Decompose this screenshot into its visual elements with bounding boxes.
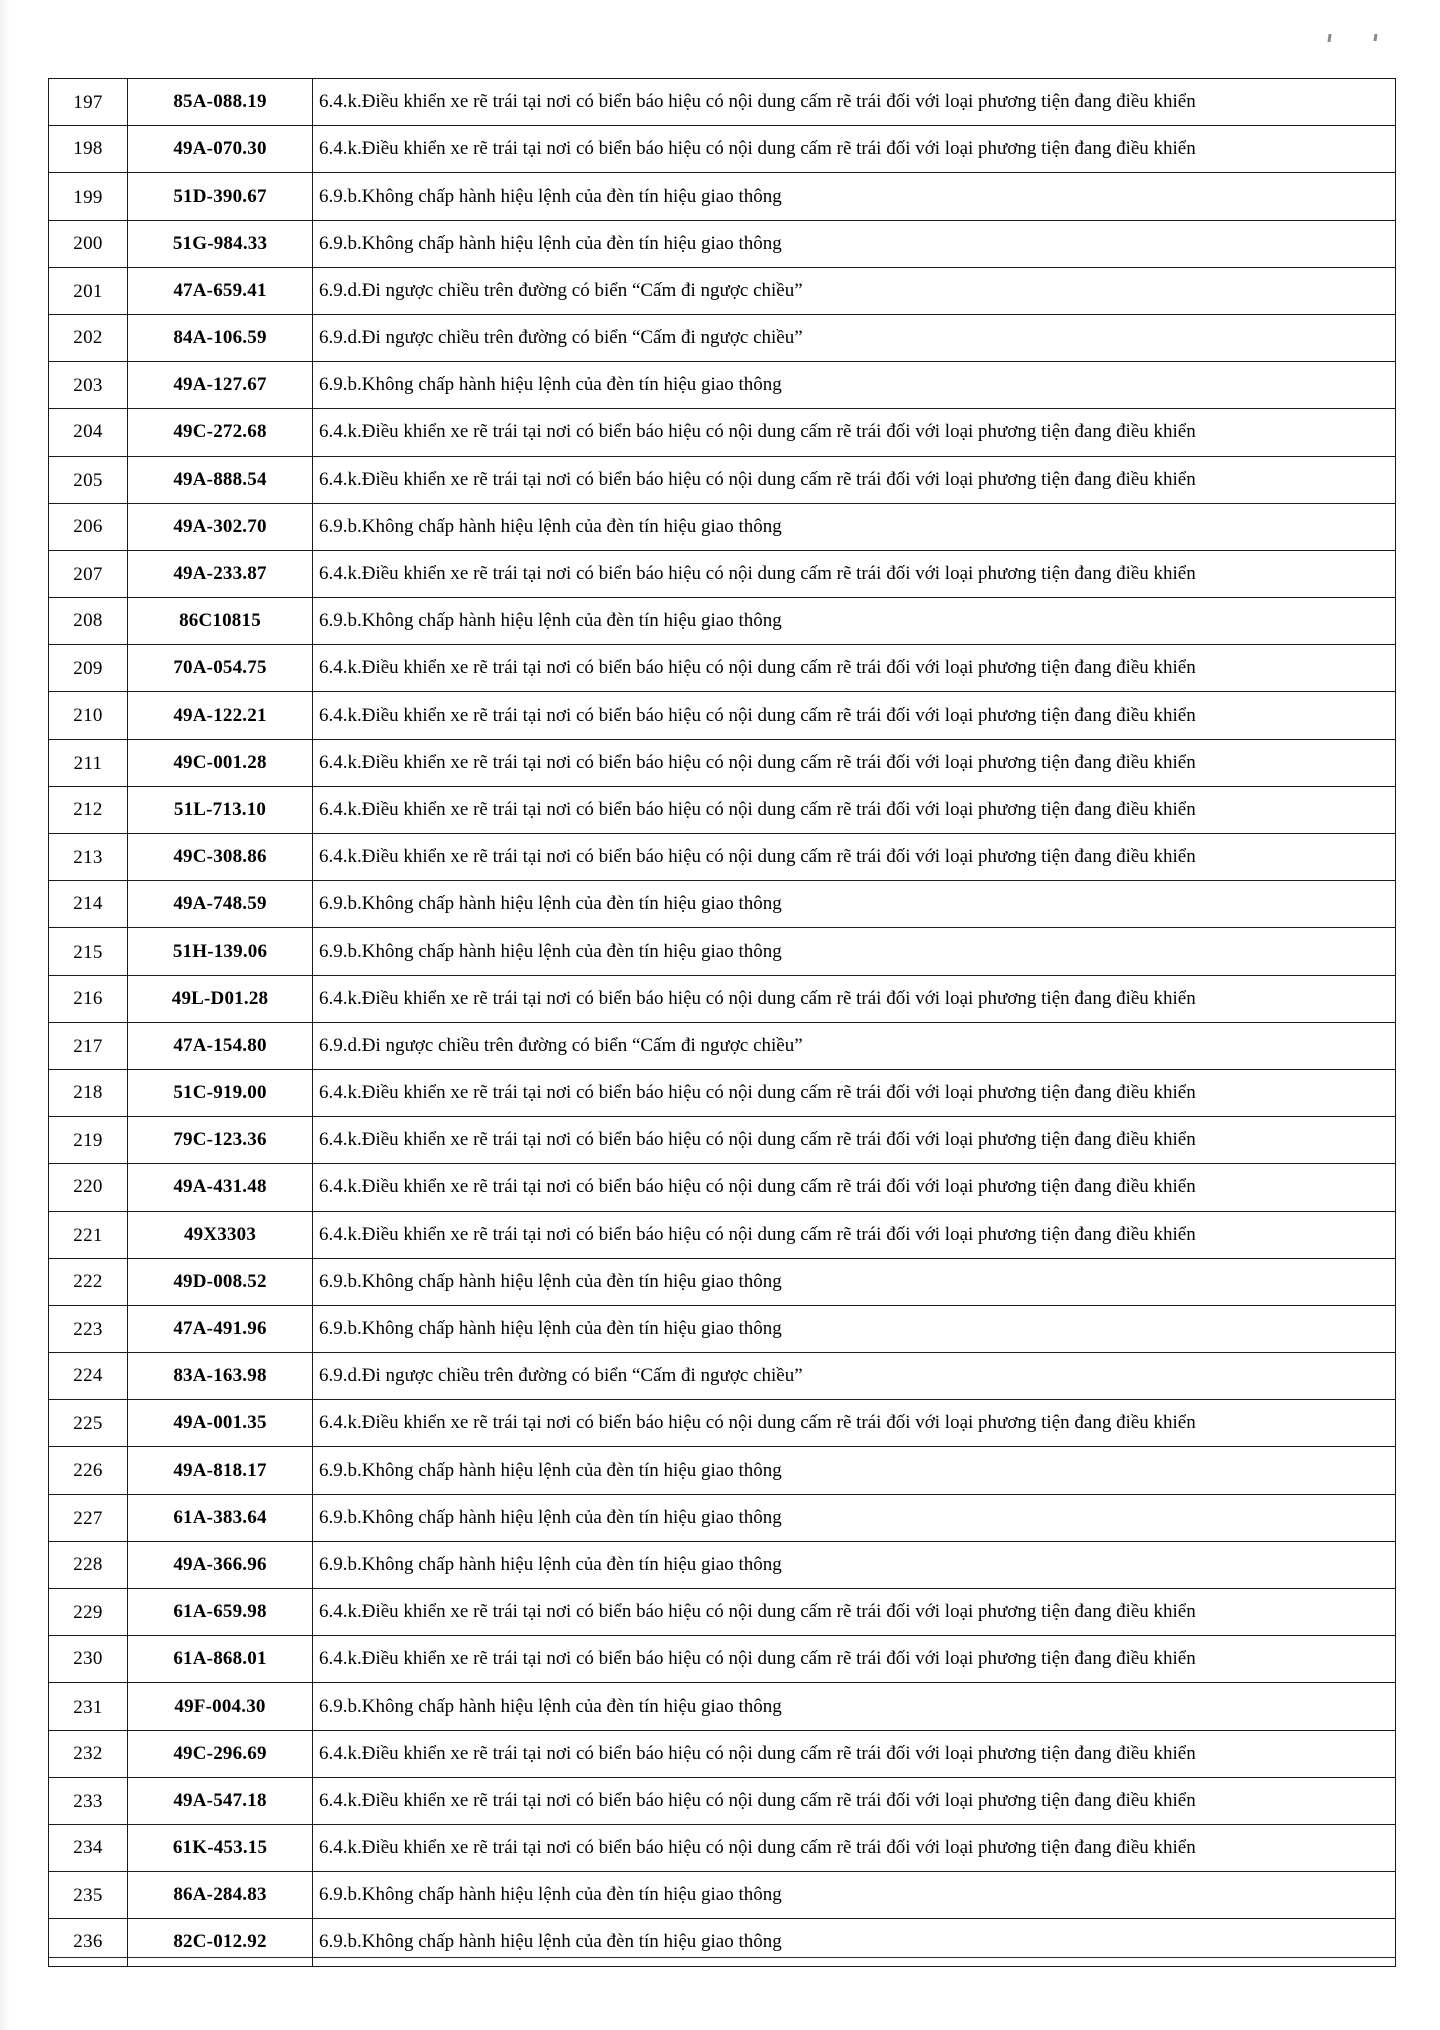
table-row bbox=[49, 928, 1396, 975]
license-plate-cell: 61K-453.15 bbox=[128, 1824, 313, 1871]
violation-description-cell: 6.4.k.Điều khiển xe rẽ trái tại nơi có biển báo hiệu có nội dung cấm rẽ trái đối với loại phương tiện đang điều khiển bbox=[313, 126, 1396, 173]
violation-table-container bbox=[48, 78, 1396, 1967]
license-plate-cell: 49F-004.30 bbox=[128, 1683, 313, 1730]
violation-description-cell: 6.4.k.Điều khiển xe rẽ trái tại nơi có biển báo hiệu có nội dung cấm rẽ trái đối với loại phương tiện đang điều khiển bbox=[313, 1400, 1396, 1447]
row-index-cell: 218 bbox=[49, 1069, 128, 1116]
row-index-cell: 201 bbox=[49, 268, 128, 315]
table-row bbox=[49, 314, 1396, 361]
table-row bbox=[49, 1824, 1396, 1871]
license-plate-cell: 61A-868.01 bbox=[128, 1636, 313, 1683]
license-plate-cell: 85A-088.19 bbox=[128, 79, 313, 126]
violation-description-cell: 6.4.k.Điều khiển xe rẽ trái tại nơi có biển báo hiệu có nội dung cấm rẽ trái đối với loại phương tiện đang điều khiển bbox=[313, 739, 1396, 786]
license-plate-cell: 49A-302.70 bbox=[128, 503, 313, 550]
violation-description-cell: 6.9.b.Không chấp hành hiệu lệnh của đèn tín hiệu giao thông bbox=[313, 173, 1396, 220]
license-plate-cell: 86A-284.83 bbox=[128, 1872, 313, 1919]
table-row bbox=[49, 1683, 1396, 1730]
violation-description-cell: 6.9.b.Không chấp hành hiệu lệnh của đèn tín hiệu giao thông bbox=[313, 220, 1396, 267]
license-plate-cell: 51G-984.33 bbox=[128, 220, 313, 267]
row-index-cell: 200 bbox=[49, 220, 128, 267]
row-index-cell: 224 bbox=[49, 1353, 128, 1400]
table-row bbox=[49, 1730, 1396, 1777]
violation-description-cell: 6.9.b.Không chấp hành hiệu lệnh của đèn tín hiệu giao thông bbox=[313, 928, 1396, 975]
license-plate-cell: 49A-127.67 bbox=[128, 362, 313, 409]
violation-description-cell: 6.9.b.Không chấp hành hiệu lệnh của đèn tín hiệu giao thông bbox=[313, 1305, 1396, 1352]
row-index-cell: 213 bbox=[49, 835, 128, 882]
row-index-cell: 233 bbox=[49, 1778, 128, 1825]
row-index-cell: 198 bbox=[49, 126, 128, 173]
table-row bbox=[49, 126, 1396, 173]
table-row bbox=[49, 1777, 1396, 1824]
row-index-cell: 232 bbox=[49, 1730, 128, 1777]
table-row bbox=[49, 267, 1396, 314]
license-plate-cell: 49A-122.21 bbox=[128, 692, 313, 739]
table-row bbox=[49, 79, 1396, 126]
row-index-cell: 202 bbox=[49, 314, 128, 361]
table-row bbox=[49, 1447, 1396, 1494]
violation-description-cell: 6.4.k.Điều khiển xe rẽ trái tại nơi có biển báo hiệu có nội dung cấm rẽ trái đối với loại phương tiện đang điều khiển bbox=[313, 1730, 1396, 1777]
violation-description-cell: 6.4.k.Điều khiển xe rẽ trái tại nơi có biển báo hiệu có nội dung cấm rẽ trái đối với loại phương tiện đang điều khiển bbox=[313, 79, 1396, 126]
row-index-cell: 235 bbox=[49, 1873, 128, 1920]
row-index-cell: 215 bbox=[49, 929, 128, 976]
row-index-cell: 197 bbox=[49, 80, 128, 127]
violation-description-cell: 6.9.d.Đi ngược chiều trên đường có biển “Cấm đi ngược chiều” bbox=[313, 1353, 1396, 1400]
violation-description-cell: 6.9.b.Không chấp hành hiệu lệnh của đèn tín hiệu giao thông bbox=[313, 1447, 1396, 1494]
table-row bbox=[49, 173, 1396, 220]
violation-description-cell: 6.4.k.Điều khiển xe rẽ trái tại nơi có biển báo hiệu có nội dung cấm rẽ trái đối với loại phương tiện đang điều khiển bbox=[313, 409, 1396, 456]
row-index-cell: 219 bbox=[49, 1118, 128, 1165]
row-index-cell: 217 bbox=[49, 1023, 128, 1070]
license-plate-cell: 49C-296.69 bbox=[128, 1730, 313, 1777]
license-plate-cell: 49A-431.48 bbox=[128, 1164, 313, 1211]
table-row bbox=[49, 1589, 1396, 1636]
violation-description-cell: 6.9.d.Đi ngược chiều trên đường có biển “Cấm đi ngược chiều” bbox=[313, 1022, 1396, 1069]
row-index-cell: 210 bbox=[49, 692, 128, 739]
license-plate-cell: 84A-106.59 bbox=[128, 314, 313, 361]
violation-description-cell: 6.4.k.Điều khiển xe rẽ trái tại nơi có biển báo hiệu có nội dung cấm rẽ trái đối với loại phương tiện đang điều khiển bbox=[313, 1117, 1396, 1164]
license-plate-cell: 49C-308.86 bbox=[128, 834, 313, 881]
violation-description-cell: 6.4.k.Điều khiển xe rẽ trái tại nơi có biển báo hiệu có nội dung cấm rẽ trái đối với loại phương tiện đang điều khiển bbox=[313, 1777, 1396, 1824]
row-index-cell: 225 bbox=[49, 1401, 128, 1448]
violation-description-cell: 6.4.k.Điều khiển xe rẽ trái tại nơi có biển báo hiệu có nội dung cấm rẽ trái đối với loại phương tiện đang điều khiển bbox=[313, 834, 1396, 881]
violation-description-cell: 6.9.b.Không chấp hành hiệu lệnh của đèn tín hiệu giao thông bbox=[313, 362, 1396, 409]
row-index-cell: 222 bbox=[49, 1258, 128, 1305]
page-bottom-rule bbox=[48, 1957, 1396, 1958]
violation-description-cell: 6.9.b.Không chấp hành hiệu lệnh của đèn tín hiệu giao thông bbox=[313, 881, 1396, 928]
table-row bbox=[49, 1164, 1396, 1211]
table-row bbox=[49, 409, 1396, 456]
row-index-cell: 226 bbox=[49, 1447, 128, 1494]
row-index-cell: 209 bbox=[49, 646, 128, 693]
license-plate-cell: 49A-748.59 bbox=[128, 881, 313, 928]
violation-description-cell: 6.4.k.Điều khiển xe rẽ trái tại nơi có biển báo hiệu có nội dung cấm rẽ trái đối với loại phương tiện đang điều khiển bbox=[313, 645, 1396, 692]
row-index-cell: 207 bbox=[49, 551, 128, 598]
table-row bbox=[49, 1636, 1396, 1683]
table-row bbox=[49, 1069, 1396, 1116]
license-plate-cell: 61A-383.64 bbox=[128, 1494, 313, 1541]
violation-description-cell: 6.9.b.Không chấp hành hiệu lệnh của đèn tín hiệu giao thông bbox=[313, 598, 1396, 645]
scan-artifact-marks bbox=[1328, 34, 1388, 44]
row-index-cell: 227 bbox=[49, 1495, 128, 1542]
license-plate-cell: 47A-659.41 bbox=[128, 267, 313, 314]
violation-description-cell: 6.9.b.Không chấp hành hiệu lệnh của đèn tín hiệu giao thông bbox=[313, 1494, 1396, 1541]
table-row bbox=[49, 1258, 1396, 1305]
violation-description-cell: 6.4.k.Điều khiển xe rẽ trái tại nơi có biển báo hiệu có nội dung cấm rẽ trái đối với loại phương tiện đang điều khiển bbox=[313, 1211, 1396, 1258]
license-plate-cell: 49A-001.35 bbox=[128, 1400, 313, 1447]
violation-description-cell: 6.4.k.Điều khiển xe rẽ trái tại nơi có biển báo hiệu có nội dung cấm rẽ trái đối với loại phương tiện đang điều khiển bbox=[313, 1636, 1396, 1683]
violation-description-cell: 6.4.k.Điều khiển xe rẽ trái tại nơi có biển báo hiệu có nội dung cấm rẽ trái đối với loại phương tiện đang điều khiển bbox=[313, 550, 1396, 597]
license-plate-cell: 83A-163.98 bbox=[128, 1353, 313, 1400]
violation-description-cell: 6.9.b.Không chấp hành hiệu lệnh của đèn tín hiệu giao thông bbox=[313, 1872, 1396, 1919]
row-index-cell: 216 bbox=[49, 975, 128, 1022]
table-row bbox=[49, 1117, 1396, 1164]
license-plate-cell: 51D-390.67 bbox=[128, 173, 313, 220]
row-index-cell: 223 bbox=[49, 1306, 128, 1353]
license-plate-cell: 49A-233.87 bbox=[128, 550, 313, 597]
violation-description-cell: 6.4.k.Điều khiển xe rẽ trái tại nơi có biển báo hiệu có nội dung cấm rẽ trái đối với loại phương tiện đang điều khiển bbox=[313, 1589, 1396, 1636]
row-index-cell: 204 bbox=[49, 409, 128, 456]
row-index-cell: 236 bbox=[49, 1919, 128, 1966]
table-row bbox=[49, 1211, 1396, 1258]
row-index-cell: 208 bbox=[49, 598, 128, 645]
row-index-cell: 203 bbox=[49, 363, 128, 410]
row-index-cell: 228 bbox=[49, 1541, 128, 1588]
row-index-cell: 234 bbox=[49, 1824, 128, 1871]
row-index-cell: 212 bbox=[49, 786, 128, 833]
table-row bbox=[49, 1494, 1396, 1541]
table-row bbox=[49, 1400, 1396, 1447]
license-plate-cell: 49D-008.52 bbox=[128, 1258, 313, 1305]
row-index-cell: 206 bbox=[49, 503, 128, 550]
table-row bbox=[49, 550, 1396, 597]
violation-description-cell: 6.9.d.Đi ngược chiều trên đường có biển “Cấm đi ngược chiều” bbox=[313, 267, 1396, 314]
license-plate-cell: 86C10815 bbox=[128, 598, 313, 645]
table-row bbox=[49, 503, 1396, 550]
license-plate-cell: 61A-659.98 bbox=[128, 1589, 313, 1636]
table-row bbox=[49, 1353, 1396, 1400]
table-row bbox=[49, 834, 1396, 881]
row-index-cell: 211 bbox=[49, 740, 128, 787]
table-row bbox=[49, 220, 1396, 267]
violation-description-cell: 6.9.d.Đi ngược chiều trên đường có biển “Cấm đi ngược chiều” bbox=[313, 314, 1396, 361]
table-row bbox=[49, 692, 1396, 739]
violation-description-cell: 6.9.b.Không chấp hành hiệu lệnh của đèn tín hiệu giao thông bbox=[313, 1683, 1396, 1730]
row-index-cell: 229 bbox=[49, 1590, 128, 1637]
page-edge-shadow bbox=[0, 0, 10, 2030]
license-plate-cell: 49A-070.30 bbox=[128, 126, 313, 173]
table-row bbox=[49, 1541, 1396, 1588]
license-plate-cell: 51L-713.10 bbox=[128, 786, 313, 833]
table-row bbox=[49, 881, 1396, 928]
table-row bbox=[49, 975, 1396, 1022]
violation-description-cell: 6.4.k.Điều khiển xe rẽ trái tại nơi có biển báo hiệu có nội dung cấm rẽ trái đối với loại phương tiện đang điều khiển bbox=[313, 1164, 1396, 1211]
row-index-cell: 214 bbox=[49, 881, 128, 928]
table-row bbox=[49, 1872, 1396, 1919]
license-plate-cell: 49A-366.96 bbox=[128, 1541, 313, 1588]
license-plate-cell: 49A-818.17 bbox=[128, 1447, 313, 1494]
license-plate-cell: 47A-491.96 bbox=[128, 1305, 313, 1352]
license-plate-cell: 49X3303 bbox=[128, 1211, 313, 1258]
license-plate-cell: 79C-123.36 bbox=[128, 1117, 313, 1164]
license-plate-cell: 47A-154.80 bbox=[128, 1022, 313, 1069]
table-row bbox=[49, 598, 1396, 645]
violation-description-cell: 6.4.k.Điều khiển xe rẽ trái tại nơi có biển báo hiệu có nội dung cấm rẽ trái đối với loại phương tiện đang điều khiển bbox=[313, 456, 1396, 503]
row-index-cell: 220 bbox=[49, 1164, 128, 1211]
violation-table-body bbox=[49, 79, 1396, 1967]
license-plate-cell: 70A-054.75 bbox=[128, 645, 313, 692]
table-row bbox=[49, 1022, 1396, 1069]
license-plate-cell: 51C-919.00 bbox=[128, 1069, 313, 1116]
license-plate-cell: 49C-272.68 bbox=[128, 409, 313, 456]
row-index-cell: 230 bbox=[49, 1636, 128, 1683]
table-row bbox=[49, 739, 1396, 786]
license-plate-cell: 49L-D01.28 bbox=[128, 975, 313, 1022]
violation-description-cell: 6.9.b.Không chấp hành hiệu lệnh của đèn tín hiệu giao thông bbox=[313, 1541, 1396, 1588]
table-row bbox=[49, 1919, 1396, 1966]
license-plate-cell: 49A-547.18 bbox=[128, 1777, 313, 1824]
row-index-cell: 205 bbox=[49, 457, 128, 504]
table-row bbox=[49, 1305, 1396, 1352]
license-plate-cell: 82C-012.92 bbox=[128, 1919, 313, 1966]
row-index-cell: 199 bbox=[49, 174, 128, 221]
row-index-cell: 231 bbox=[49, 1684, 128, 1731]
violation-description-cell: 6.9.b.Không chấp hành hiệu lệnh của đèn tín hiệu giao thông bbox=[313, 1919, 1396, 1966]
table-row bbox=[49, 786, 1396, 833]
violation-description-cell: 6.4.k.Điều khiển xe rẽ trái tại nơi có biển báo hiệu có nội dung cấm rẽ trái đối với loại phương tiện đang điều khiển bbox=[313, 975, 1396, 1022]
table-row bbox=[49, 456, 1396, 503]
violation-description-cell: 6.9.b.Không chấp hành hiệu lệnh của đèn tín hiệu giao thông bbox=[313, 1258, 1396, 1305]
row-index-cell: 221 bbox=[49, 1212, 128, 1259]
table-row bbox=[49, 645, 1396, 692]
license-plate-cell: 49A-888.54 bbox=[128, 456, 313, 503]
violation-description-cell: 6.4.k.Điều khiển xe rẽ trái tại nơi có biển báo hiệu có nội dung cấm rẽ trái đối với loại phương tiện đang điều khiển bbox=[313, 786, 1396, 833]
violation-description-cell: 6.4.k.Điều khiển xe rẽ trái tại nơi có biển báo hiệu có nội dung cấm rẽ trái đối với loại phương tiện đang điều khiển bbox=[313, 692, 1396, 739]
violation-description-cell: 6.4.k.Điều khiển xe rẽ trái tại nơi có biển báo hiệu có nội dung cấm rẽ trái đối với loại phương tiện đang điều khiển bbox=[313, 1824, 1396, 1871]
violation-description-cell: 6.9.b.Không chấp hành hiệu lệnh của đèn tín hiệu giao thông bbox=[313, 503, 1396, 550]
table-row bbox=[49, 362, 1396, 409]
violation-description-cell: 6.4.k.Điều khiển xe rẽ trái tại nơi có biển báo hiệu có nội dung cấm rẽ trái đối với loại phương tiện đang điều khiển bbox=[313, 1069, 1396, 1116]
license-plate-cell: 49C-001.28 bbox=[128, 739, 313, 786]
violation-table bbox=[48, 78, 1396, 1967]
license-plate-cell: 51H-139.06 bbox=[128, 928, 313, 975]
